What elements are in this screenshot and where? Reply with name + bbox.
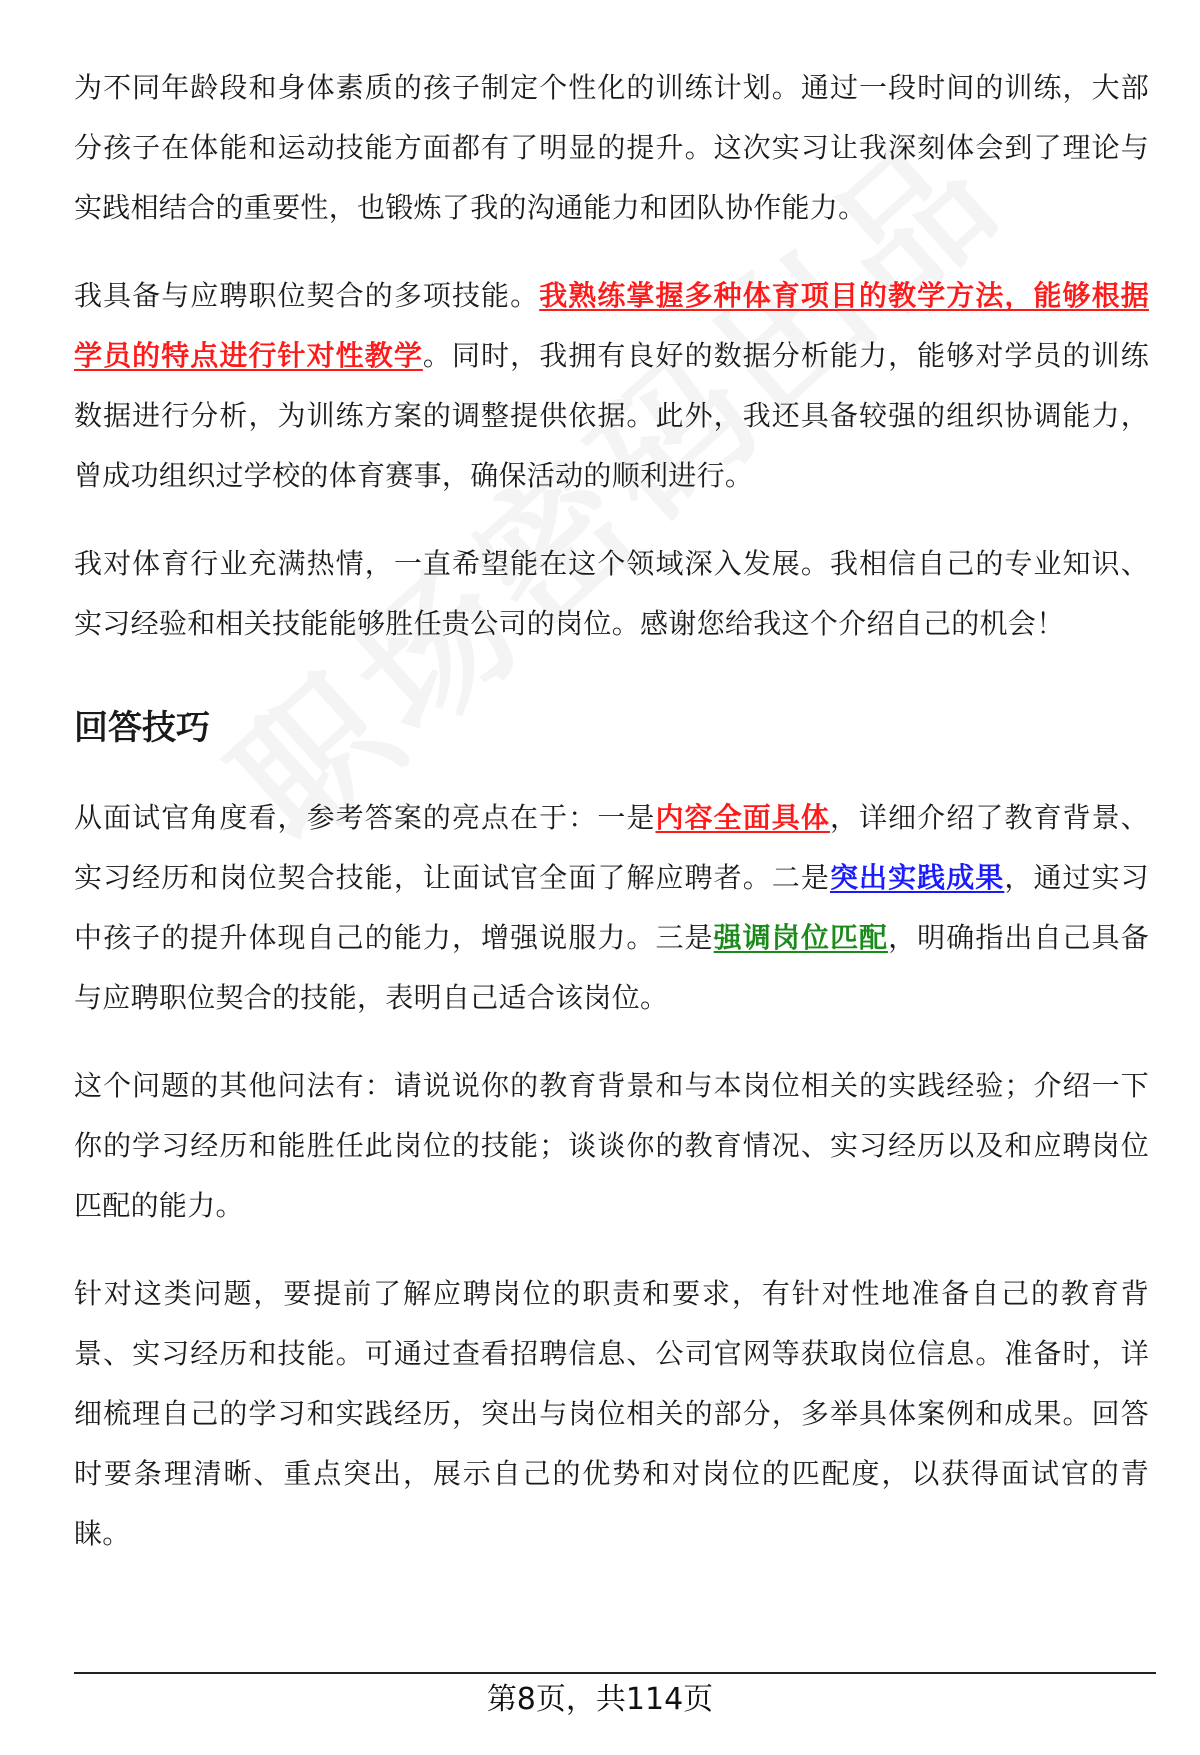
view-part-c: ，通过实习中孩子的提升体现自己的能力，增强说服力。三是 (74, 861, 1149, 954)
page-number: 第8页，共114页 (486, 1682, 714, 1717)
paragraph-skills (74, 266, 1149, 506)
view-part-d: ，明确指出自己具备与应聘职位契合的技能，表明自己适合该岗位。 (74, 921, 1149, 1014)
paragraph-interviewer-view (74, 788, 1149, 1028)
highlight-content-complete: 内容全面具体 (655, 801, 830, 834)
footer-divider (74, 1672, 1156, 1674)
paragraph-training-plan: 为不同年龄段和身体素质的孩子制定个性化的训练计划。通过一段时间的训练，大部分孩子在体能和运动技能方面都有了明显的提升。这次实习让我深刻体会到了理论与实践相结合的重要性，也锻炼了我的沟通能力和团队协作能力。 (74, 71, 1149, 224)
page-content (74, 58, 1149, 1592)
paragraph-preparation-advice: 针对这类问题，要提前了解应聘岗位的职责和要求，有针对性地准备自己的教育背景、实习经历和技能。可通过查看招聘信息、公司官网等获取岗位信息。准备时，详细梳理自己的学习和实践经历，突出与岗位相关的部分，多举具体案例和成果。回答时要条理清晰、重点突出，展示自己的优势和对岗位的匹配度，以获得面试官的青睐。 (74, 1277, 1149, 1550)
skills-detail: 。同时，我拥有良好的数据分析能力，能够对学员的训练数据进行分析，为训练方案的调整提供依据。此外，我还具备较强的组织协调能力，曾成功组织过学校的体育赛事，确保活动的顺利进行。 (74, 339, 1149, 492)
highlight-practice-results: 突出实践成果 (829, 861, 1005, 894)
view-intro: 从面试官角度看，参考答案的亮点在于：一是 (74, 801, 656, 834)
paragraph-passion: 我对体育行业充满热情，一直希望能在这个领域深入发展。我相信自己的专业知识、实习经验和相关技能能够胜任贵公司的岗位。感谢您给我这个介绍自己的机会！ (74, 547, 1149, 640)
skills-intro: 我具备与应聘职位契合的多项技能。 (74, 279, 540, 312)
paragraph-alternative-questions: 这个问题的其他问法有：请说说你的教育背景和与本岗位相关的实践经验；介绍一下你的学习经历和能胜任此岗位的技能；谈谈你的教育情况、实习经历以及和应聘岗位匹配的能力。 (74, 1069, 1149, 1222)
skills-highlight: 我熟练掌握多种体育项目的教学方法，能够根据学员的特点进行针对性教学 (74, 279, 1149, 372)
view-part-b: ，详细介绍了教育背景、实习经历和岗位契合技能，让面试官全面了解应聘者。二是 (74, 801, 1149, 894)
section-heading-answer-tips: 回答技巧 (74, 708, 210, 748)
highlight-position-match: 强调岗位匹配 (713, 921, 889, 954)
